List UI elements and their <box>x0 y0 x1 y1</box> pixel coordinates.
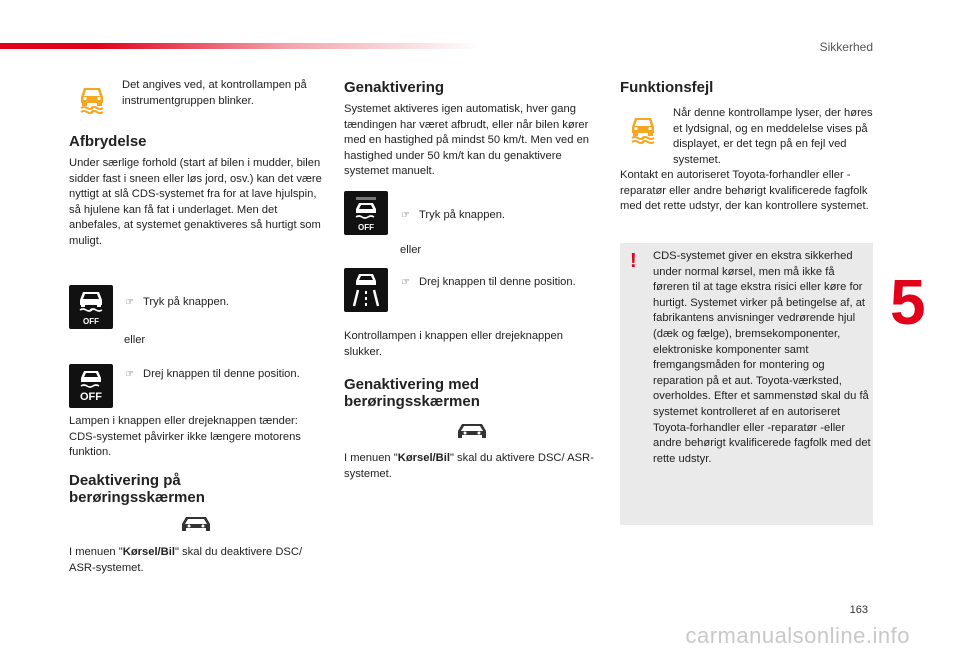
section-title: Sikkerhed <box>819 40 873 54</box>
heading-funktionsfejl: Funktionsfejl <box>620 79 714 96</box>
eller-text: eller <box>400 244 422 256</box>
text-part: " skal du aktivere DSC/ ASR-systemet. <box>344 452 594 480</box>
esp-warning-lamp-icon <box>75 82 109 116</box>
bullet-icon: ☞ <box>125 297 134 308</box>
step-text: Tryk på knappen. <box>143 296 230 308</box>
header-accent-bar <box>0 43 480 49</box>
afbrydelse-result: Lampen i knappen eller drejeknappen tænder: CDS-systemet påvirker ikke længere motorens funktion. <box>69 415 301 459</box>
intro-text: Det angives ved, at kontrollampen på instrumentgruppen blinker. <box>122 79 307 107</box>
chapter-number: 5 <box>890 266 926 338</box>
text-part: " skal du deaktivere DSC/ ASR-systemet. <box>69 546 303 574</box>
heading-line: berøringsskærmen <box>344 393 480 410</box>
lamp-text: Når denne kontrollampe lyser, der høres et lydsignal, og en meddelelse vises på displayet, er det tegn på en fejl ved systemet. <box>673 107 873 166</box>
page-number: 163 <box>849 604 868 616</box>
genaktivering-text: Systemet aktiveres igen automatisk, hver gang tændingen har været afbrudt, eller når bilen kører med en hastighed på mindst 50 km/t. Men ved en hastighed under 50 km/t kan du genaktivere systemet manuelt. <box>344 103 590 178</box>
off-label: OFF <box>83 317 99 326</box>
esp-off-button-icon <box>69 285 113 329</box>
step-text: Drej knappen til denne position. <box>419 276 576 288</box>
step-rotate-knob <box>125 367 300 383</box>
esp-off-button-icon <box>344 191 388 235</box>
deaktivering-text <box>69 545 327 576</box>
off-label: OFF <box>358 223 374 232</box>
afbrydelse-text: Under særlige forhold (start af bilen i mudder, bilen sidder fast i sneen eller løs jord, osv.) kan det være nyttigt at slå CDS-systemet fra for at lave hjulspin, så hjulene kan få fat i underlaget. Men det anbefales, at systemet genaktiveres så hurtigt som muligt. <box>69 157 322 247</box>
step-press-button <box>125 295 229 311</box>
eller-text: eller <box>124 334 146 346</box>
menu-name: Kørsel/Bil <box>122 546 175 558</box>
bullet-icon: ☞ <box>401 210 410 221</box>
heading-line: berøringsskærmen <box>69 489 205 506</box>
heading-genaktivering: Genaktivering <box>344 79 445 96</box>
car-icon <box>456 419 488 448</box>
genaktivering-result: Kontrollampen i knappen eller drejeknappen slukker. <box>344 330 563 358</box>
heading-line: Deaktivering på <box>69 472 181 489</box>
heading-line: Genaktivering med <box>344 376 480 393</box>
off-label: OFF <box>80 391 102 403</box>
step-press-button <box>401 208 505 224</box>
car-icon <box>180 512 212 541</box>
step-text: Drej knappen til denne position. <box>143 368 300 380</box>
text-part: I menuen " <box>344 452 398 464</box>
bullet-icon: ☞ <box>125 369 134 380</box>
esp-warning-lamp-icon <box>626 112 660 146</box>
bullet-icon: ☞ <box>401 277 410 288</box>
heading-genaktivering-touch <box>344 376 480 410</box>
menu-name: Kørsel/Bil <box>397 452 450 464</box>
heading-afbrydelse: Afbrydelse <box>69 133 147 150</box>
esp-off-rotary-icon <box>69 364 113 408</box>
step-text: Tryk på knappen. <box>419 209 506 221</box>
exclamation-icon: ! <box>630 250 637 272</box>
step-rotate-knob <box>401 275 576 291</box>
text-part: I menuen " <box>69 546 123 558</box>
contact-text: Kontakt en autoriseret Toyota-forhandler eller -reparatør eller andre behørigt kvalificerede fagfolk med det rette udstyr, der kan kontrollere systemet. <box>620 169 869 213</box>
watermark: carmanualsonline.info <box>685 623 910 648</box>
esp-on-rotary-icon <box>344 268 388 312</box>
warning-text: CDS-systemet giver en ekstra sikkerhed under normal kørsel, men må ikke få føreren til at tage ekstra risici eller køre for hurtigt. Systemet virker på betingelse af, at fabrikantens anvisninger vedrørende hjul (dæk og fælge), bremsekomponenter, elektroniske komponenter samt fremgangsmåden for montering og reparation på et aut. Toyota-værksted, overholdes. Efter et sammenstød skal du få systemet kontrolleret af en autoriseret Toyota-forhandler eller -reparatør -eller andre behørigt kvalificerede fagfolk med det rette udstyr. <box>653 250 871 465</box>
heading-deaktivering <box>69 472 205 506</box>
genaktivering-touch-text <box>344 451 602 482</box>
